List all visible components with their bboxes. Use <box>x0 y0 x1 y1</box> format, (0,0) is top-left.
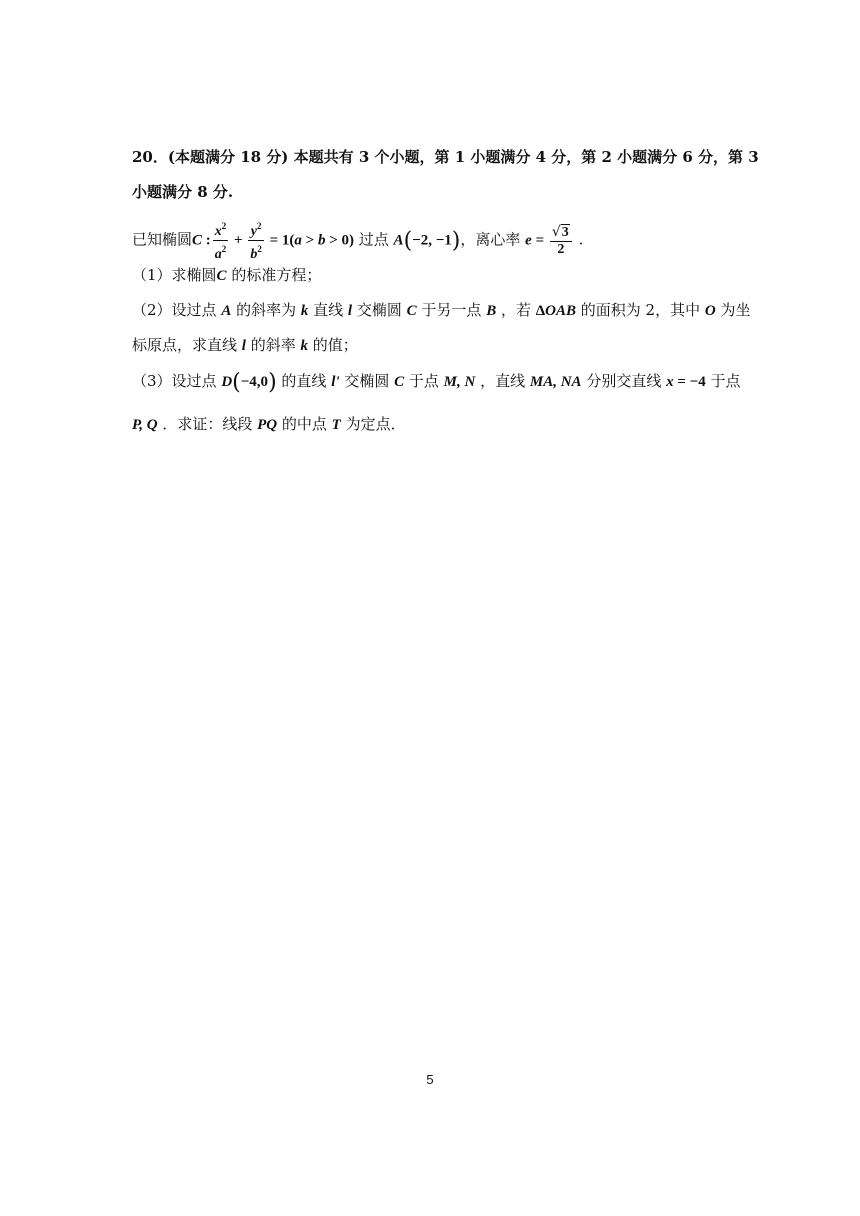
given-point-a: A <box>393 232 404 249</box>
given-a: a <box>294 232 302 249</box>
question-1 <box>132 264 321 287</box>
given-end: . <box>573 230 584 249</box>
given-text-1: 已知椭圆 <box>132 230 193 249</box>
q2-oab: OAB <box>545 303 577 319</box>
q2-k2: k <box>300 338 308 354</box>
given-paren-close: ) <box>451 228 461 254</box>
given-x-exp: 2 <box>221 221 227 231</box>
q2-text-5: 于另一点 <box>416 301 487 319</box>
q3-t: T <box>331 417 341 433</box>
given-a-den: a <box>214 247 222 262</box>
q2-triangle: Δ <box>535 303 546 319</box>
q3-d-coords: −4,0 <box>240 374 269 390</box>
given-gt2: > 0) <box>325 232 354 249</box>
given-gt1: > <box>301 232 318 249</box>
q2-text-1: （2）设过点 <box>132 301 222 319</box>
q1-text-1: （1）求椭圆 <box>132 266 217 284</box>
given-den-2: 2 <box>557 241 565 257</box>
q2-b: B <box>486 303 497 319</box>
q3-eqx: = −4 <box>673 374 706 390</box>
q2-text-8: 为坐 <box>715 301 751 319</box>
given-b: b <box>317 232 326 249</box>
question-3-line-2 <box>132 413 406 436</box>
q1-c: C <box>216 268 227 284</box>
given-sqrt-symbol: √ <box>551 223 561 240</box>
given-a-exp: 2 <box>221 244 227 254</box>
given-fraction-x <box>213 218 229 263</box>
given-plus: + <box>230 232 247 249</box>
problem-header-line-2: 小题满分 8 分. <box>132 183 234 201</box>
given-y: y <box>250 224 257 239</box>
q3-paren-open: ( <box>232 370 241 395</box>
q3-text-2: 的直线 <box>276 372 332 390</box>
q3-text-9: 的中点 <box>277 415 332 433</box>
given-eq1: = 1( <box>265 232 295 249</box>
q3-pq2: PQ <box>257 417 278 433</box>
q3-text-1: （3）设过点 <box>132 372 222 390</box>
given-point-a-coords: −2, −1 <box>412 232 452 249</box>
q2-a: A <box>221 303 232 319</box>
q3-text-4: 于点 <box>404 372 444 390</box>
q3-l-prime: l' <box>331 374 340 390</box>
given-x: x <box>214 224 222 239</box>
given-colon: : <box>202 232 211 249</box>
q2-text-10: 的斜率 <box>245 336 301 354</box>
given-e: e <box>525 232 532 249</box>
given-text-3: ，离心率 <box>460 230 526 249</box>
q2-l: l <box>347 303 353 319</box>
q2-text-11: 的值； <box>308 336 358 354</box>
q3-text-10: 为定点． <box>340 415 406 433</box>
q2-text-9: 标原点，求直线 <box>132 336 242 354</box>
q3-mn: M, N <box>443 374 476 390</box>
given-paren-open: ( <box>403 228 413 254</box>
given-eq2: = <box>531 232 548 249</box>
q2-c: C <box>406 303 417 319</box>
given-fraction-sqrt3 <box>550 224 572 258</box>
given-ellipse-name: C <box>192 232 203 249</box>
given-y-exp: 2 <box>256 221 262 231</box>
q3-text-8: ．求证：线段 <box>157 415 258 433</box>
q3-paren-close: ) <box>268 370 277 395</box>
q3-d: D <box>221 374 233 390</box>
q3-text-6: 分别交直线 <box>581 372 667 390</box>
q2-k: k <box>300 303 309 319</box>
given-fraction-y <box>248 218 264 263</box>
question-3-line-1 <box>132 370 741 394</box>
q2-text-4: 交椭圆 <box>352 301 407 319</box>
q2-text-2: 的斜率为 <box>231 301 301 319</box>
q3-text-3: 交椭圆 <box>339 372 395 390</box>
q3-pq: P, Q <box>132 417 158 433</box>
problem-header-line-1: 20．(本题满分 18 分) 本题共有 3 个小题，第 1 小题满分 4 分，第 2 小题满分 6 分，第 3 <box>132 148 759 166</box>
question-2-line-1 <box>132 299 751 322</box>
q3-text-5: ，直线 <box>475 372 530 390</box>
question-2-line-2 <box>132 334 358 357</box>
page-number: 5 <box>426 1072 434 1087</box>
q1-text-2: 的标准方程； <box>226 266 322 284</box>
q2-o: O <box>704 303 716 319</box>
given-text-2: 过点 <box>354 230 394 249</box>
problem-given <box>132 218 583 263</box>
q3-c: C <box>394 374 405 390</box>
given-b-den: b <box>250 247 258 262</box>
q2-text-6: ，若 <box>496 301 536 319</box>
q3-ma-na: MA, NA <box>529 374 582 390</box>
q2-text-3: 直线 <box>308 301 348 319</box>
given-b-exp: 2 <box>257 244 262 254</box>
q3-text-7: 于点 <box>705 372 741 390</box>
given-sqrt-3: 3 <box>561 224 569 240</box>
q2-l2: l <box>241 338 246 354</box>
q3-x: x <box>666 374 674 390</box>
q2-text-7: 的面积为 2，其中 <box>576 301 705 319</box>
